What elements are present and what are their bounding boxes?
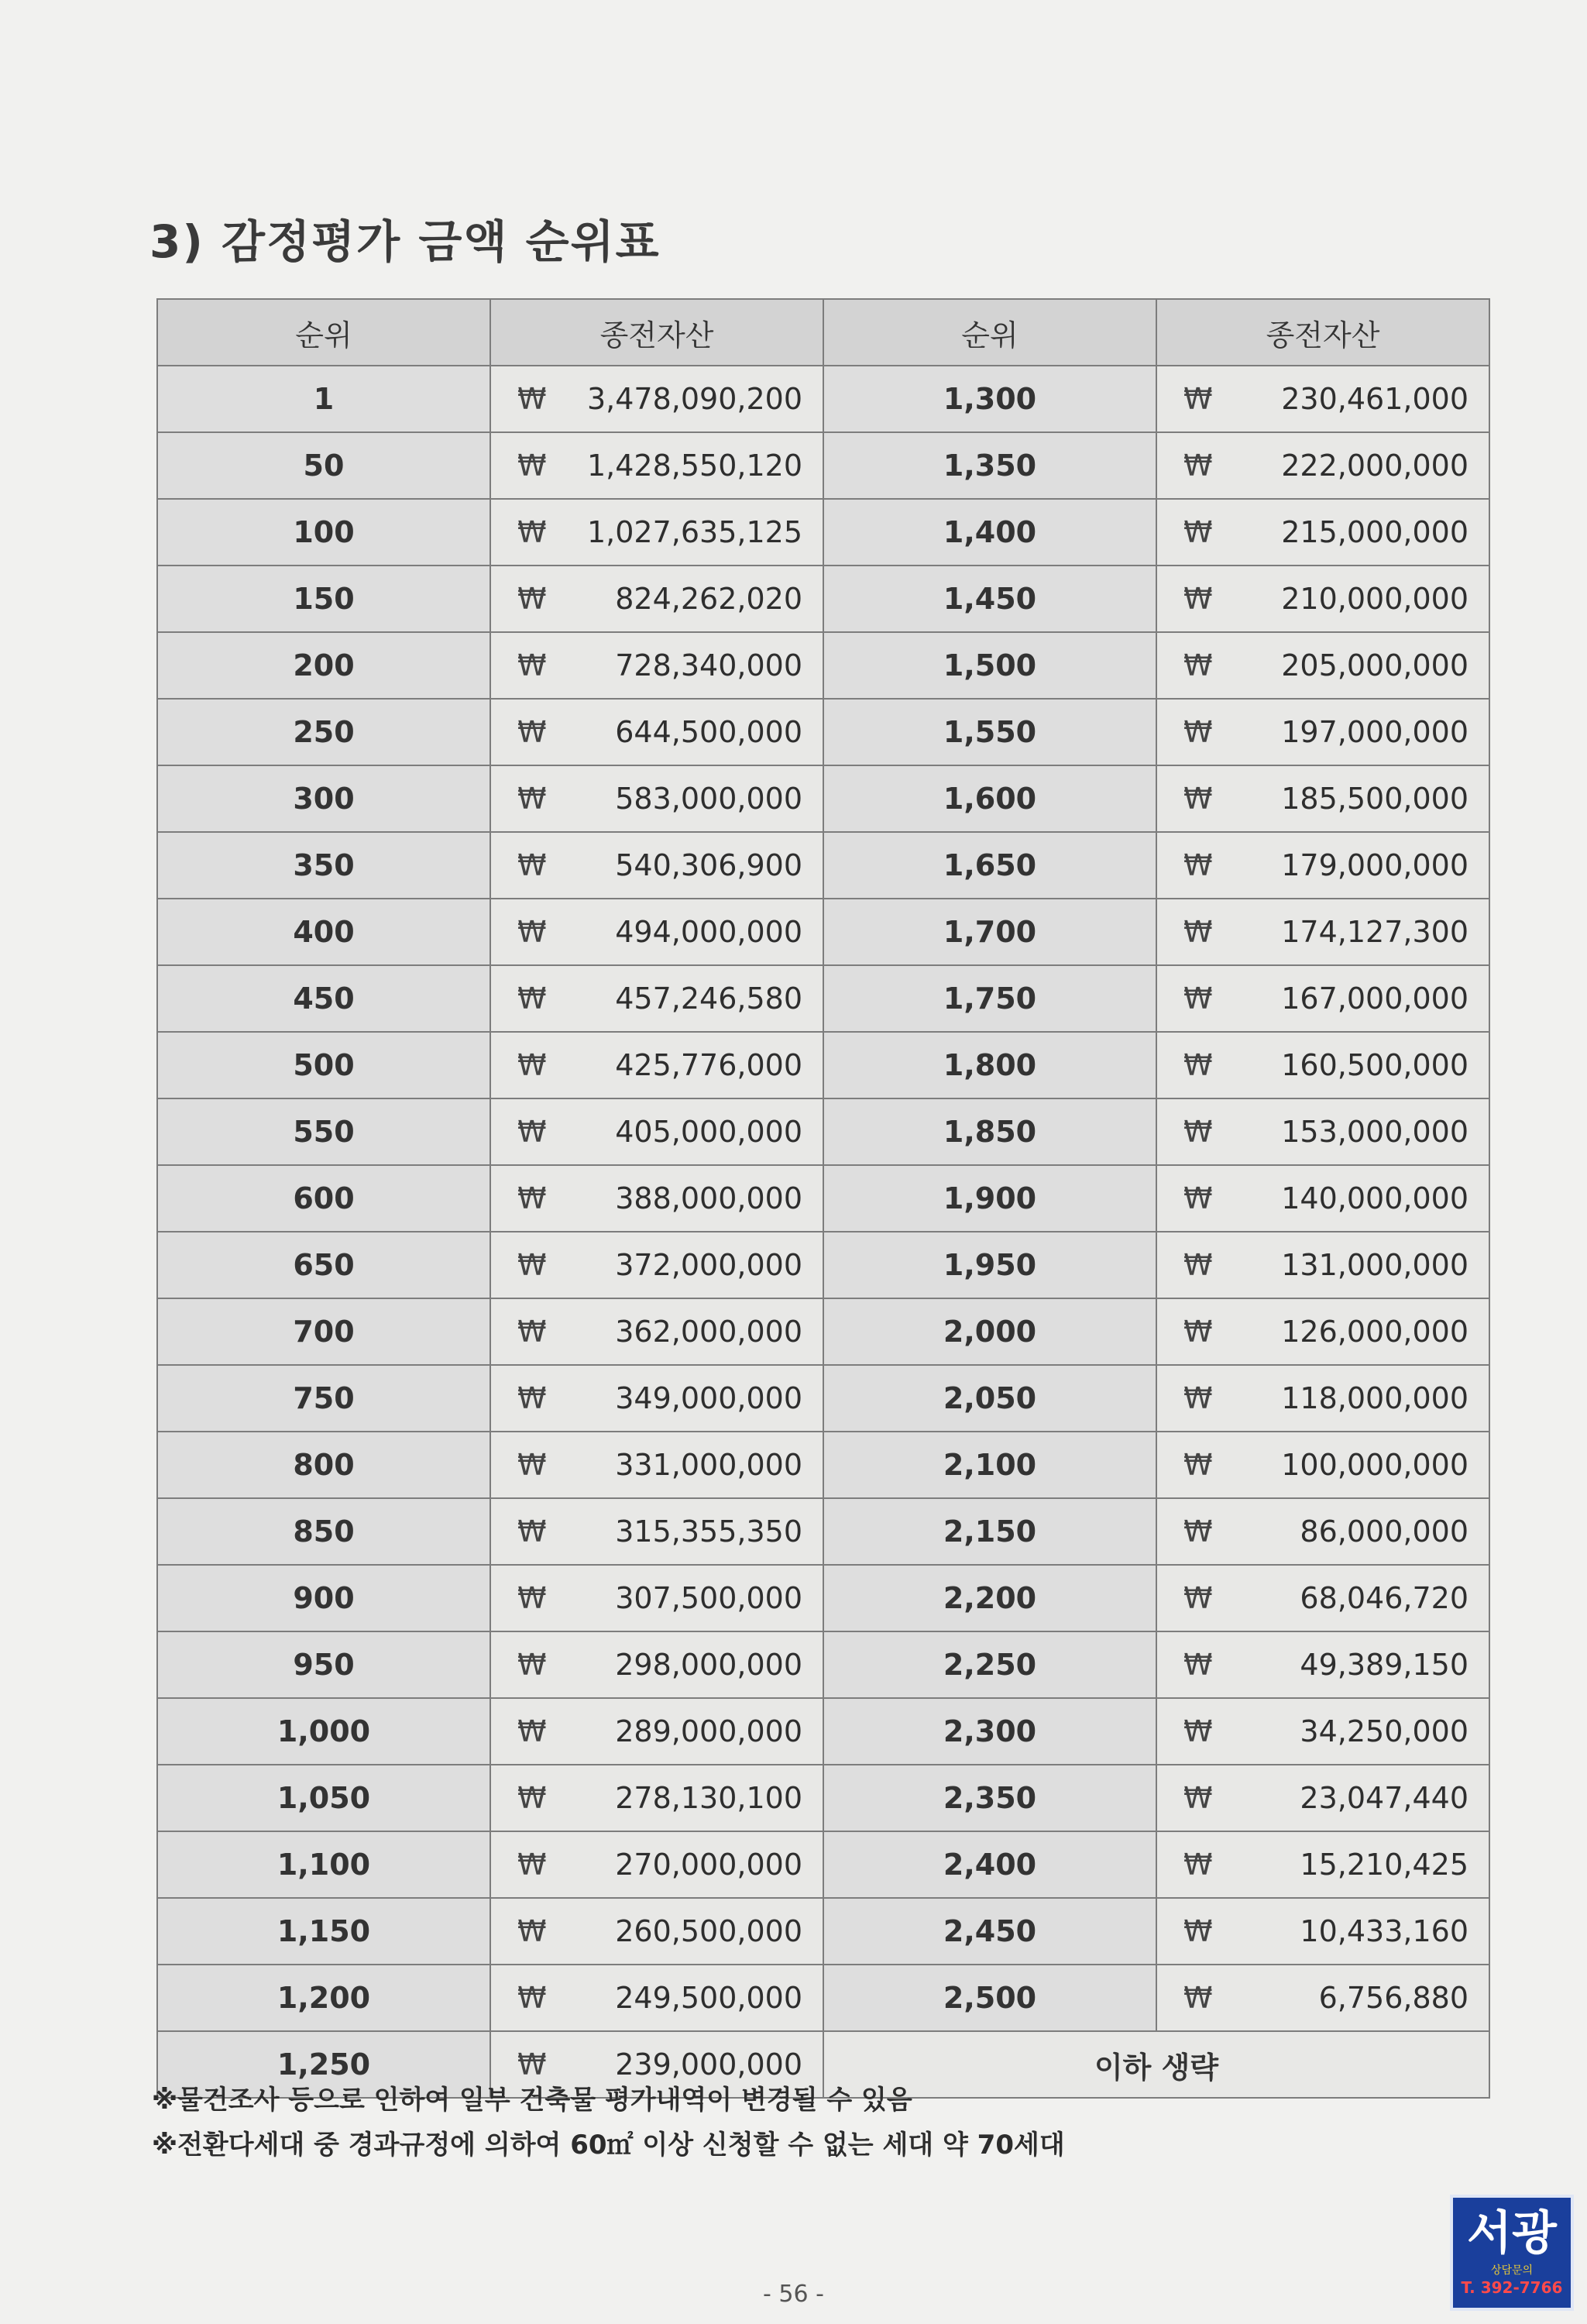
asset-cell xyxy=(490,1432,823,1498)
asset-amount: 15,210,425 xyxy=(1300,1848,1468,1882)
table-row xyxy=(157,699,1489,765)
won-sign: ₩ xyxy=(517,1848,547,1882)
asset-cell xyxy=(1156,566,1489,632)
won-sign: ₩ xyxy=(1183,1581,1213,1615)
rank-cell: 2,250 xyxy=(823,1631,1156,1698)
asset-amount: 49,389,150 xyxy=(1300,1648,1468,1682)
rank-cell: 150 xyxy=(157,566,490,632)
asset-amount: 86,000,000 xyxy=(1300,1514,1468,1549)
asset-cell xyxy=(490,1898,823,1965)
header-rank-left: 순위 xyxy=(157,299,490,366)
won-sign: ₩ xyxy=(517,1514,547,1549)
won-sign: ₩ xyxy=(517,1181,547,1215)
won-sign: ₩ xyxy=(1183,1381,1213,1415)
asset-cell xyxy=(1156,899,1489,965)
rank-cell: 1,450 xyxy=(823,566,1156,632)
asset-amount: 118,000,000 xyxy=(1281,1381,1468,1415)
rank-cell: 900 xyxy=(157,1565,490,1631)
table-row xyxy=(157,1831,1489,1898)
asset-amount: 174,127,300 xyxy=(1281,915,1468,949)
rank-cell: 2,200 xyxy=(823,1565,1156,1631)
asset-cell xyxy=(1156,1698,1489,1765)
rank-cell: 1,900 xyxy=(823,1165,1156,1232)
rank-cell: 300 xyxy=(157,765,490,832)
asset-amount: 260,500,000 xyxy=(615,1914,802,1948)
asset-cell xyxy=(490,832,823,899)
won-sign: ₩ xyxy=(517,1981,547,2015)
won-sign: ₩ xyxy=(517,648,547,682)
asset-amount: 210,000,000 xyxy=(1281,582,1468,616)
asset-cell xyxy=(490,1965,823,2031)
table-row xyxy=(157,1765,1489,1831)
rank-cell: 1,800 xyxy=(823,1032,1156,1098)
asset-cell xyxy=(490,432,823,499)
won-sign: ₩ xyxy=(1183,515,1213,549)
table-row xyxy=(157,1165,1489,1232)
rank-cell: 1,950 xyxy=(823,1232,1156,1298)
won-sign: ₩ xyxy=(1183,715,1213,749)
won-sign: ₩ xyxy=(517,449,547,483)
table-row xyxy=(157,899,1489,965)
table-row xyxy=(157,1631,1489,1698)
asset-amount: 307,500,000 xyxy=(615,1581,802,1615)
asset-amount: 239,000,000 xyxy=(615,2047,802,2082)
asset-cell xyxy=(1156,1232,1489,1298)
asset-amount: 160,500,000 xyxy=(1281,1048,1468,1082)
asset-cell xyxy=(490,765,823,832)
won-sign: ₩ xyxy=(517,1315,547,1349)
table-row xyxy=(157,1698,1489,1765)
appraisal-ranking-table xyxy=(156,298,1490,2099)
asset-cell xyxy=(1156,432,1489,499)
asset-amount: 167,000,000 xyxy=(1281,982,1468,1016)
asset-amount: 405,000,000 xyxy=(615,1115,802,1149)
asset-cell xyxy=(1156,1098,1489,1165)
table-row xyxy=(157,1965,1489,2031)
rank-cell: 1,100 xyxy=(157,1831,490,1898)
won-sign: ₩ xyxy=(517,1115,547,1149)
company-logo xyxy=(1450,2195,1574,2311)
rank-cell: 350 xyxy=(157,832,490,899)
asset-cell xyxy=(1156,1165,1489,1232)
rank-cell: 50 xyxy=(157,432,490,499)
rank-cell: 2,100 xyxy=(823,1432,1156,1498)
asset-amount: 131,000,000 xyxy=(1281,1248,1468,1282)
won-sign: ₩ xyxy=(1183,1248,1213,1282)
asset-cell xyxy=(1156,1831,1489,1898)
rank-cell: 800 xyxy=(157,1432,490,1498)
asset-amount: 583,000,000 xyxy=(615,782,802,816)
rank-cell: 1,000 xyxy=(157,1698,490,1765)
rank-cell: 950 xyxy=(157,1631,490,1698)
asset-amount: 728,340,000 xyxy=(615,648,802,682)
table-row xyxy=(157,1298,1489,1365)
rank-cell: 1,650 xyxy=(823,832,1156,899)
header-asset-right: 종전자산 xyxy=(1156,299,1489,366)
rank-cell: 2,350 xyxy=(823,1765,1156,1831)
asset-amount: 197,000,000 xyxy=(1281,715,1468,749)
won-sign: ₩ xyxy=(1183,382,1213,416)
table-row xyxy=(157,1032,1489,1098)
rank-cell: 400 xyxy=(157,899,490,965)
asset-amount: 1,027,635,125 xyxy=(586,515,802,549)
asset-cell xyxy=(490,965,823,1032)
asset-amount: 1,428,550,120 xyxy=(586,449,802,483)
won-sign: ₩ xyxy=(517,582,547,616)
table-row xyxy=(157,366,1489,432)
rank-cell: 1,300 xyxy=(823,366,1156,432)
table-row xyxy=(157,1432,1489,1498)
asset-cell xyxy=(1156,965,1489,1032)
table-row xyxy=(157,1232,1489,1298)
rank-cell: 2,450 xyxy=(823,1898,1156,1965)
asset-amount: 34,250,000 xyxy=(1300,1714,1468,1748)
note-line: ※전환다세대 중 경과규정에 의하여 60㎡ 이상 신청할 수 없는 세대 약 70세대 xyxy=(152,2130,1065,2161)
asset-cell xyxy=(1156,832,1489,899)
asset-cell xyxy=(490,1765,823,1831)
table-row xyxy=(157,499,1489,566)
notes xyxy=(152,2078,1065,2168)
rank-cell: 650 xyxy=(157,1232,490,1298)
won-sign: ₩ xyxy=(517,1448,547,1482)
asset-amount: 10,433,160 xyxy=(1300,1914,1468,1948)
table-row xyxy=(157,832,1489,899)
asset-amount: 331,000,000 xyxy=(615,1448,802,1482)
rank-cell: 1,850 xyxy=(823,1098,1156,1165)
asset-cell xyxy=(1156,699,1489,765)
rank-cell: 250 xyxy=(157,699,490,765)
table-row xyxy=(157,1898,1489,1965)
rank-cell: 750 xyxy=(157,1365,490,1432)
won-sign: ₩ xyxy=(517,1581,547,1615)
table-row xyxy=(157,1365,1489,1432)
asset-amount: 249,500,000 xyxy=(615,1981,802,2015)
asset-amount: 222,000,000 xyxy=(1281,449,1468,483)
rank-cell: 200 xyxy=(157,632,490,699)
won-sign: ₩ xyxy=(517,782,547,816)
page-number: - 56 - xyxy=(763,2281,824,2308)
asset-cell xyxy=(490,1365,823,1432)
asset-cell xyxy=(1156,1032,1489,1098)
logo-sub: 상담문의 xyxy=(1490,2264,1534,2277)
won-sign: ₩ xyxy=(517,515,547,549)
asset-amount: 298,000,000 xyxy=(615,1648,802,1682)
asset-amount: 349,000,000 xyxy=(615,1381,802,1415)
asset-amount: 289,000,000 xyxy=(615,1714,802,1748)
rank-cell: 1,400 xyxy=(823,499,1156,566)
won-sign: ₩ xyxy=(517,1914,547,1948)
won-sign: ₩ xyxy=(1183,449,1213,483)
asset-amount: 68,046,720 xyxy=(1300,1581,1468,1615)
asset-cell xyxy=(490,1631,823,1698)
table-header-row xyxy=(157,299,1489,366)
asset-amount: 362,000,000 xyxy=(615,1315,802,1349)
won-sign: ₩ xyxy=(1183,1714,1213,1748)
rank-cell: 850 xyxy=(157,1498,490,1565)
won-sign: ₩ xyxy=(1183,1981,1213,2015)
asset-amount: 270,000,000 xyxy=(615,1848,802,1882)
asset-cell xyxy=(490,499,823,566)
won-sign: ₩ xyxy=(1183,1315,1213,1349)
asset-cell xyxy=(490,632,823,699)
rank-cell: 2,050 xyxy=(823,1365,1156,1432)
asset-cell xyxy=(1156,1565,1489,1631)
asset-amount: 6,756,880 xyxy=(1318,1981,1468,2015)
rank-cell: 500 xyxy=(157,1032,490,1098)
won-sign: ₩ xyxy=(1183,1914,1213,1948)
logo-name: 서광 xyxy=(1467,2206,1557,2260)
table-row xyxy=(157,965,1489,1032)
asset-cell xyxy=(1156,1432,1489,1498)
rank-cell: 700 xyxy=(157,1298,490,1365)
won-sign: ₩ xyxy=(1183,1648,1213,1682)
rank-cell: 100 xyxy=(157,499,490,566)
won-sign: ₩ xyxy=(1183,1514,1213,1549)
won-sign: ₩ xyxy=(1183,1848,1213,1882)
won-sign: ₩ xyxy=(1183,848,1213,882)
rank-cell: 1,200 xyxy=(157,1965,490,2031)
asset-cell xyxy=(1156,1765,1489,1831)
table-row xyxy=(157,632,1489,699)
won-sign: ₩ xyxy=(517,382,547,416)
won-sign: ₩ xyxy=(517,982,547,1016)
asset-cell xyxy=(1156,1631,1489,1698)
logo-phone: T. 392-7766 xyxy=(1461,2278,1563,2297)
table-row xyxy=(157,1498,1489,1565)
omitted-label: 이하 생략 xyxy=(823,2031,1489,2098)
asset-amount: 457,246,580 xyxy=(615,982,802,1016)
asset-amount: 278,130,100 xyxy=(615,1781,802,1815)
won-sign: ₩ xyxy=(517,1781,547,1815)
won-sign: ₩ xyxy=(1183,782,1213,816)
asset-amount: 315,355,350 xyxy=(615,1514,802,1549)
won-sign: ₩ xyxy=(1183,982,1213,1016)
won-sign: ₩ xyxy=(1183,648,1213,682)
rank-cell: 2,150 xyxy=(823,1498,1156,1565)
rank-cell: 1,250 xyxy=(157,2031,490,2098)
rank-cell: 1,600 xyxy=(823,765,1156,832)
asset-cell xyxy=(1156,632,1489,699)
rank-cell: 2,300 xyxy=(823,1698,1156,1765)
asset-cell xyxy=(1156,1298,1489,1365)
asset-amount: 494,000,000 xyxy=(615,915,802,949)
header-rank-right: 순위 xyxy=(823,299,1156,366)
rank-cell: 2,400 xyxy=(823,1831,1156,1898)
asset-cell xyxy=(490,1232,823,1298)
asset-amount: 540,306,900 xyxy=(615,848,802,882)
rank-cell: 1,750 xyxy=(823,965,1156,1032)
asset-cell xyxy=(490,1698,823,1765)
won-sign: ₩ xyxy=(1183,1781,1213,1815)
asset-amount: 205,000,000 xyxy=(1281,648,1468,682)
asset-cell xyxy=(490,366,823,432)
asset-cell xyxy=(490,1165,823,1232)
asset-cell xyxy=(1156,765,1489,832)
asset-cell xyxy=(490,1498,823,1565)
table-body xyxy=(157,366,1489,2098)
won-sign: ₩ xyxy=(517,1048,547,1082)
rank-cell: 1,550 xyxy=(823,699,1156,765)
asset-cell xyxy=(1156,1965,1489,2031)
won-sign: ₩ xyxy=(1183,1048,1213,1082)
rank-cell: 1,050 xyxy=(157,1765,490,1831)
page-title: 3) 감정평가 금액 순위표 xyxy=(149,215,661,268)
rank-cell: 1,700 xyxy=(823,899,1156,965)
note-line: ※물건조사 등으로 인하여 일부 건축물 평가내역이 변경될 수 있음 xyxy=(152,2085,912,2116)
table-row xyxy=(157,765,1489,832)
asset-amount: 23,047,440 xyxy=(1300,1781,1468,1815)
won-sign: ₩ xyxy=(1183,1181,1213,1215)
rank-cell: 600 xyxy=(157,1165,490,1232)
asset-cell xyxy=(1156,1498,1489,1565)
asset-cell xyxy=(1156,499,1489,566)
asset-amount: 230,461,000 xyxy=(1281,382,1468,416)
asset-cell xyxy=(490,566,823,632)
won-sign: ₩ xyxy=(1183,1448,1213,1482)
won-sign: ₩ xyxy=(1183,915,1213,949)
asset-cell xyxy=(1156,1365,1489,1432)
asset-amount: 179,000,000 xyxy=(1281,848,1468,882)
won-sign: ₩ xyxy=(1183,582,1213,616)
asset-cell xyxy=(490,1565,823,1631)
asset-amount: 644,500,000 xyxy=(615,715,802,749)
won-sign: ₩ xyxy=(517,1714,547,1748)
asset-amount: 372,000,000 xyxy=(615,1248,802,1282)
asset-amount: 100,000,000 xyxy=(1281,1448,1468,1482)
asset-cell xyxy=(490,1098,823,1165)
table-row xyxy=(157,1565,1489,1631)
asset-amount: 126,000,000 xyxy=(1281,1315,1468,1349)
won-sign: ₩ xyxy=(517,848,547,882)
asset-cell xyxy=(490,699,823,765)
won-sign: ₩ xyxy=(1183,1115,1213,1149)
won-sign: ₩ xyxy=(517,2047,547,2082)
table-row xyxy=(157,566,1489,632)
asset-cell xyxy=(490,899,823,965)
rank-cell: 450 xyxy=(157,965,490,1032)
won-sign: ₩ xyxy=(517,1381,547,1415)
asset-amount: 185,500,000 xyxy=(1281,782,1468,816)
asset-amount: 140,000,000 xyxy=(1281,1181,1468,1215)
won-sign: ₩ xyxy=(517,1648,547,1682)
rank-cell: 1,150 xyxy=(157,1898,490,1965)
asset-cell xyxy=(1156,366,1489,432)
asset-cell xyxy=(490,1831,823,1898)
table-row xyxy=(157,432,1489,499)
rank-cell: 2,000 xyxy=(823,1298,1156,1365)
asset-cell xyxy=(490,1298,823,1365)
rank-cell: 550 xyxy=(157,1098,490,1165)
asset-amount: 3,478,090,200 xyxy=(586,382,802,416)
asset-amount: 153,000,000 xyxy=(1281,1115,1468,1149)
asset-amount: 824,262,020 xyxy=(615,582,802,616)
asset-amount: 388,000,000 xyxy=(615,1181,802,1215)
header-asset-left: 종전자산 xyxy=(490,299,823,366)
asset-amount: 215,000,000 xyxy=(1281,515,1468,549)
asset-cell xyxy=(490,1032,823,1098)
won-sign: ₩ xyxy=(517,915,547,949)
rank-cell: 1,350 xyxy=(823,432,1156,499)
won-sign: ₩ xyxy=(517,715,547,749)
won-sign: ₩ xyxy=(517,1248,547,1282)
table-row xyxy=(157,1098,1489,1165)
asset-cell xyxy=(1156,1898,1489,1965)
rank-cell: 1,500 xyxy=(823,632,1156,699)
rank-cell: 1 xyxy=(157,366,490,432)
rank-cell: 2,500 xyxy=(823,1965,1156,2031)
asset-amount: 425,776,000 xyxy=(615,1048,802,1082)
